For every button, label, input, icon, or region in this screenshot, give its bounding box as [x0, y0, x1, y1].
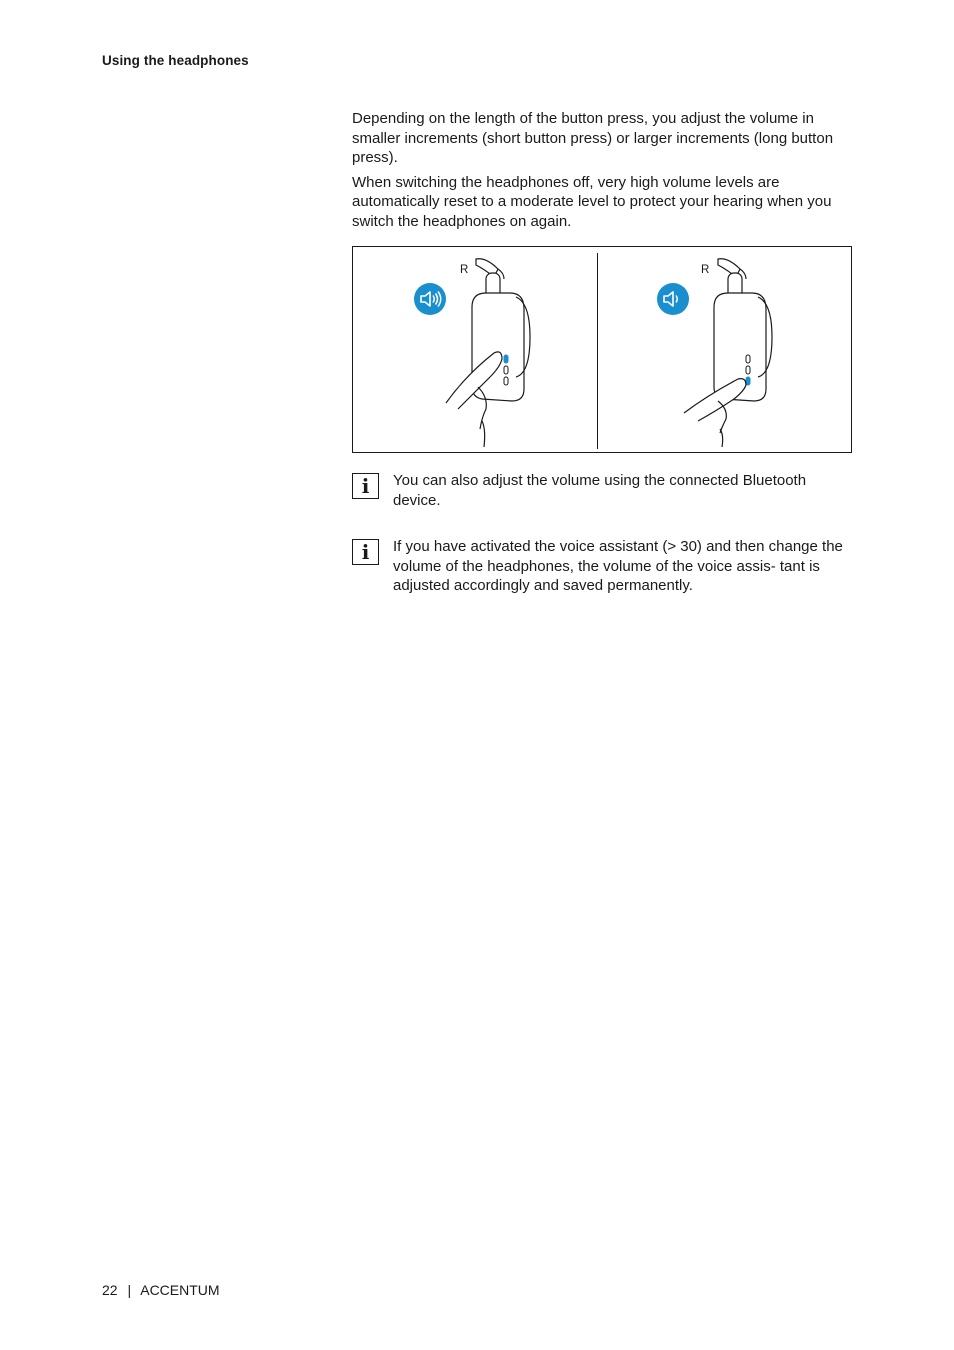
page-number: 22 — [102, 1282, 118, 1298]
info-icon: i — [352, 539, 379, 565]
info-note-bluetooth — [352, 471, 854, 511]
headphone-earcup-drawing — [680, 253, 790, 449]
info-note-voice-assistant — [352, 537, 854, 596]
footer-separator: | — [127, 1282, 132, 1298]
section-header: Using the headphones — [102, 53, 249, 68]
info-icon: i — [352, 473, 379, 499]
product-name: ACCENTUM — [140, 1282, 220, 1298]
page-footer — [102, 1282, 220, 1298]
note-text: You can also adjust the volume using the connected Bluetooth device. — [393, 472, 807, 509]
right-side-label: R — [460, 264, 469, 276]
headphone-earcup-drawing — [438, 253, 548, 449]
right-side-label: R — [701, 264, 710, 276]
note-text: If you have activated the voice assistant (> 30) and then change the volume of the headphones, the volume of the voice assis- tant is adjusted accordingly and saved permanently. — [393, 538, 843, 594]
paragraph-volume-reset: When switching the headphones off, very high volume levels are automatically reset to a moderate level to protect your hearing when you switch the headphones on again. — [352, 173, 832, 230]
volume-button-illustration — [352, 246, 852, 453]
panel-volume-down — [598, 247, 838, 452]
main-content — [352, 109, 854, 596]
paragraph-volume-increments: Depending on the length of the button press, you adjust the volume in smaller increments (short button press) or larger increments (long button press). — [352, 110, 834, 166]
panel-volume-up — [353, 247, 593, 452]
